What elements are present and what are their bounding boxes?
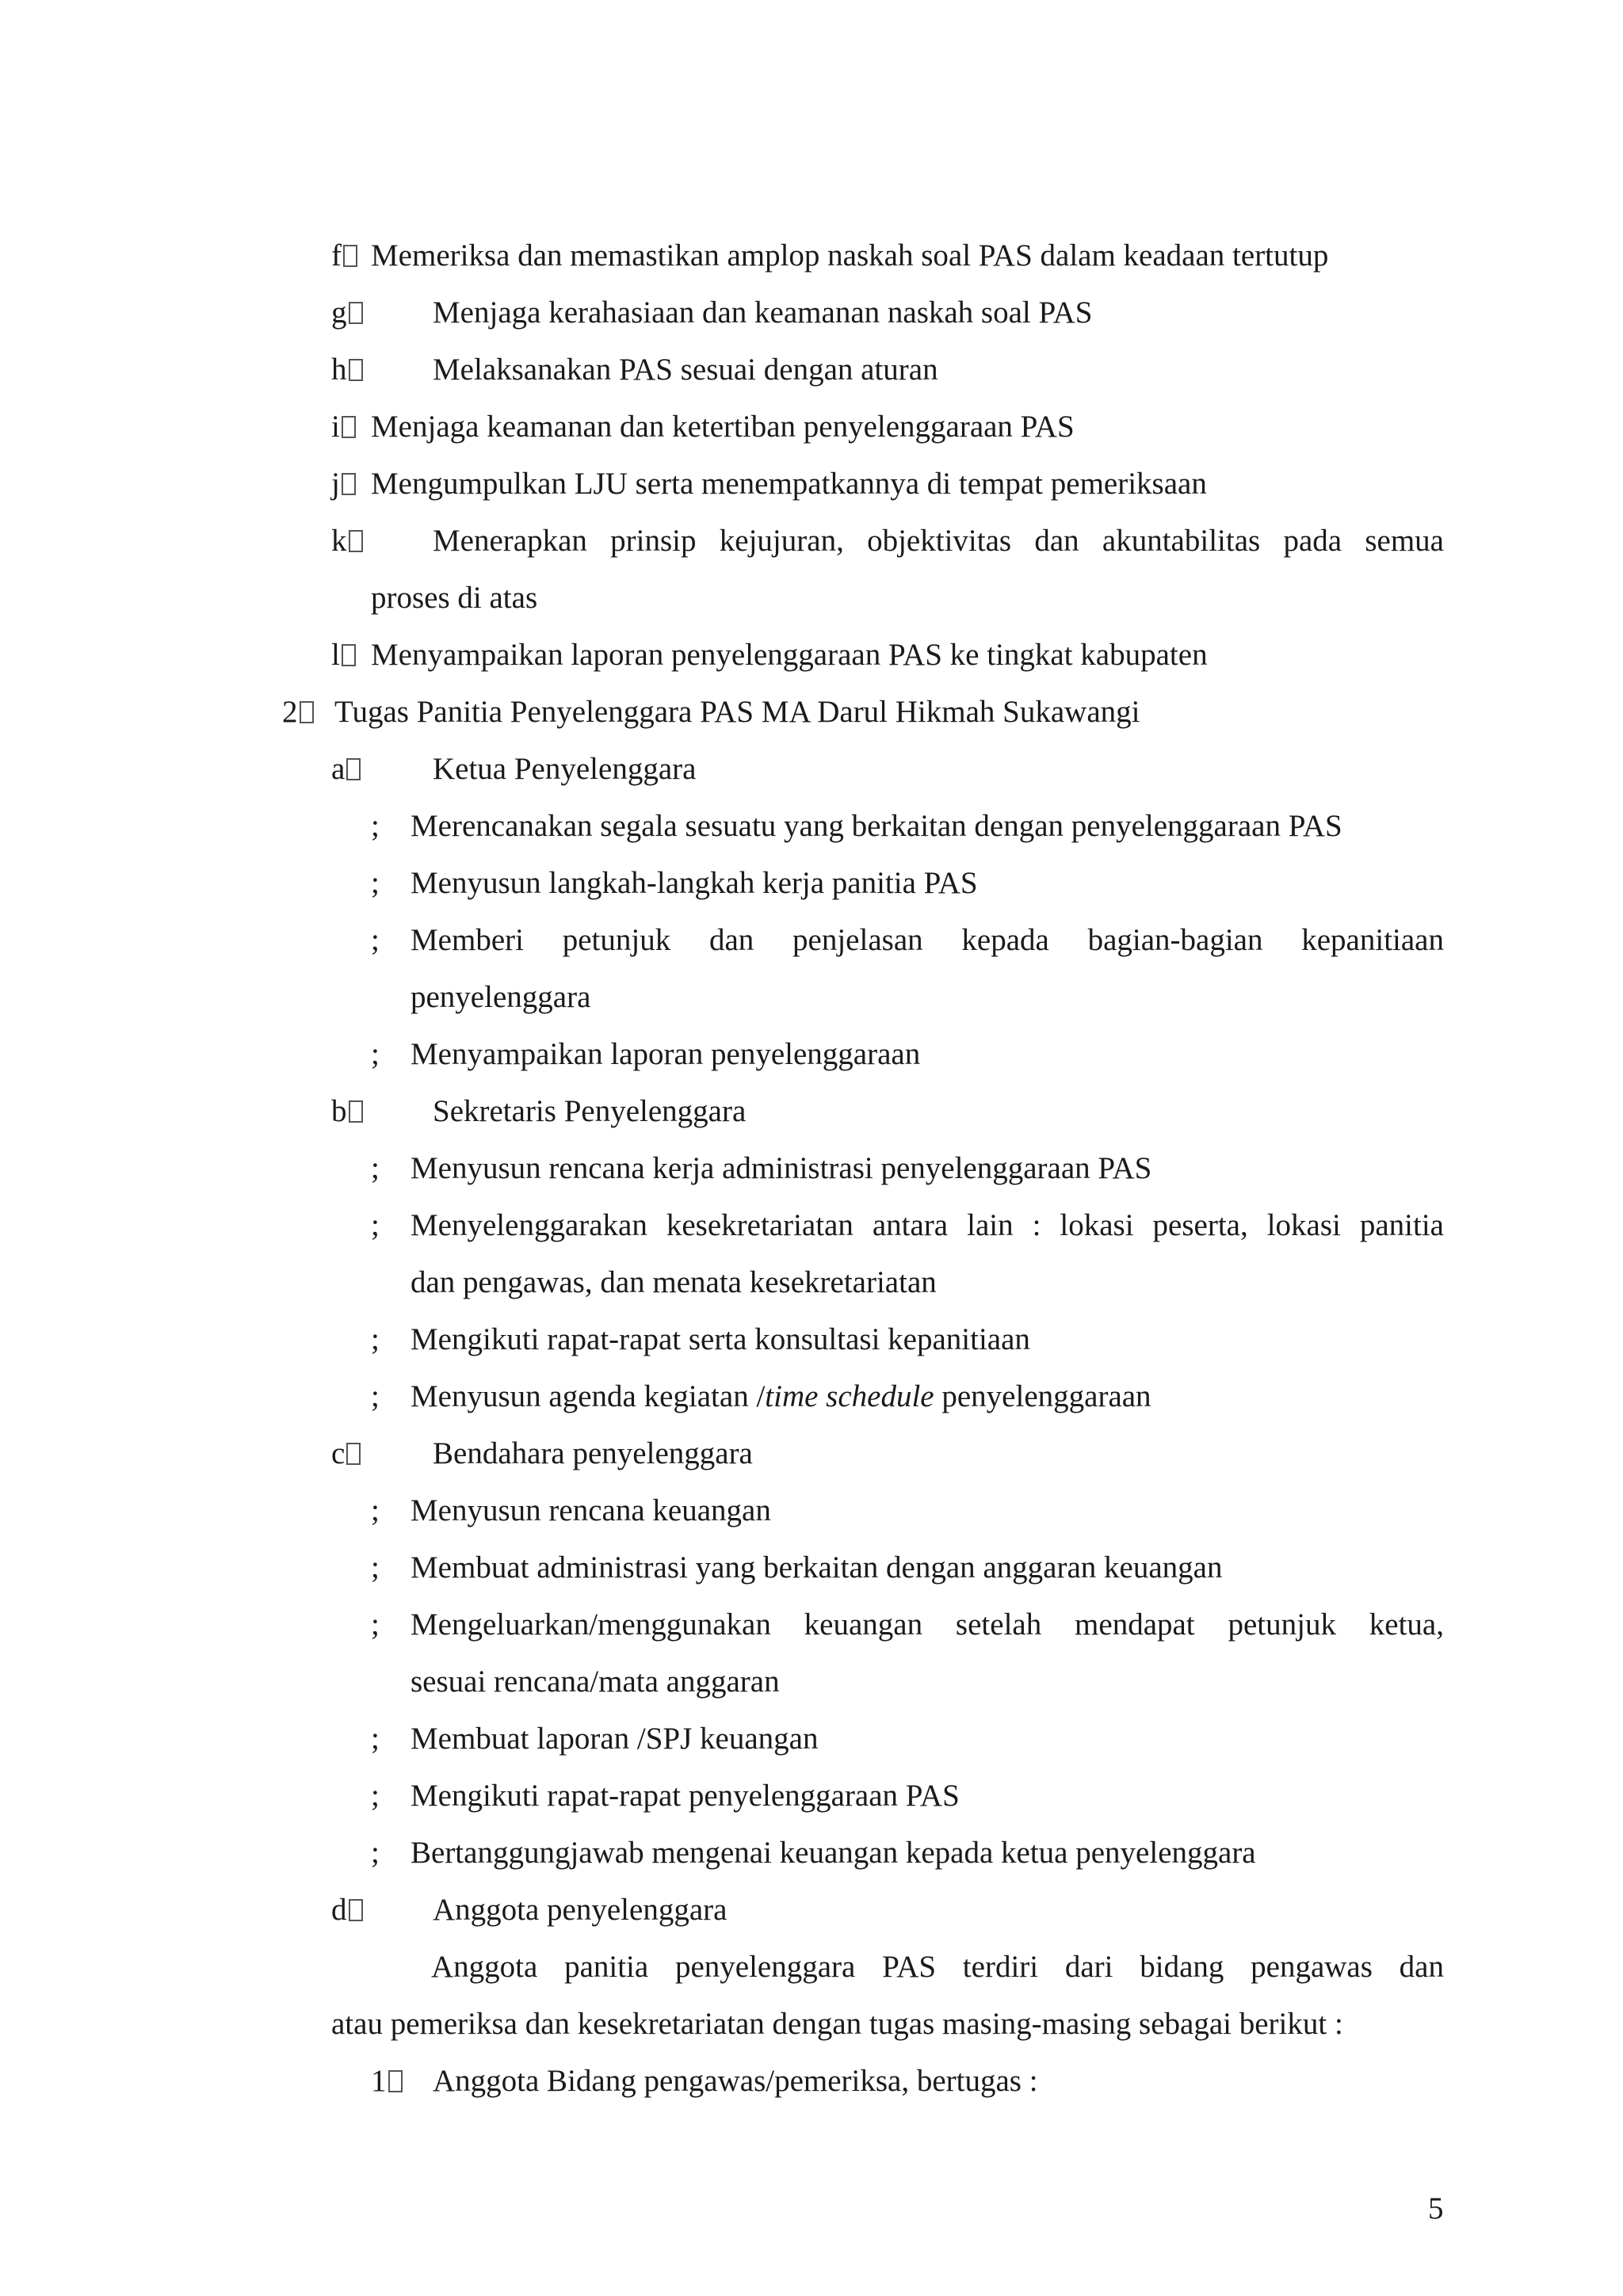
bullet-text-b1: Menyusun rencana kerja administrasi penyelenggaraan PAS [411,1151,1152,1185]
item-text-l: Menyampaikan laporan penyelenggaraan PAS ke tingkat kabupaten [371,638,1208,672]
item-text-j: Mengumpulkan LJU serta menempatkannya di tempat pemeriksaan [371,467,1207,501]
bullet-text-c5: Mengikuti rapat-rapat penyelenggaraan PAS [411,1779,960,1813]
bullet-marker: ; [371,1037,380,1071]
bullet-text-a1: Merencanakan segala sesuatu yang berkaitan dengan penyelenggaraan PAS [411,809,1342,843]
item-marker-j: j [331,468,356,499]
bullet-text-c3-continuation: sesuai rencana/mata anggaran [411,1665,780,1699]
bullet-text-a4: Menyampaikan laporan penyelenggaraan [411,1037,921,1071]
bullet-marker: ; [371,1379,380,1413]
bullet-text-b3: Mengikuti rapat-rapat serta konsultasi kepanitiaan [411,1322,1030,1356]
bullet-text-c4: Membuat laporan /SPJ keuangan [411,1722,819,1756]
missing-glyph-box [388,2070,403,2092]
missing-glyph-box [349,1100,363,1123]
bullet-marker: ; [371,866,380,900]
item-text-k: Menerapkan prinsip kejujuran, objektivitas dan akuntabilitas pada semua [433,524,1444,558]
bullet-text-b2: Menyelenggarakan kesekretariatan antara lain : lokasi peserta, lokasi panitia [411,1208,1444,1242]
item-marker-a: a [331,753,361,784]
bullet-marker: ; [371,1493,380,1527]
missing-glyph-box [342,644,356,666]
item-text-b: Sekretaris Penyelenggara [433,1094,747,1128]
item-text-i: Menjaga keamanan dan ketertiban penyelenggaraan PAS [371,410,1075,444]
bullet-marker: ; [371,1836,380,1870]
bullet-text-a3-continuation: penyelenggara [411,980,591,1014]
bullet-marker: ; [371,1608,380,1642]
item-marker-d: d [331,1894,363,1925]
item-marker-g: g [331,297,363,328]
item-text-a: Ketua Penyelenggara [433,752,697,786]
missing-glyph-box [349,302,363,324]
bullet-marker: ; [371,1322,380,1356]
bullet-marker: ; [371,1550,380,1585]
item-marker-l: l [331,639,356,670]
bullet-text-a2: Menyusun langkah-langkah kerja panitia PAS [411,866,978,900]
item-marker-h: h [331,354,363,385]
paragraph-anggota-line1: Anggota panitia penyelenggara PAS terdiri dari bidang pengawas dan [431,1950,1444,1984]
item-text-k-continuation: proses di atas [371,581,538,615]
missing-glyph-box [343,245,357,267]
bullet-marker: ; [371,809,380,843]
missing-glyph-box [349,359,363,381]
page-number: 5 [1428,2191,1444,2225]
item-text-c: Bendahara penyelenggara [433,1436,753,1470]
bullet-text-c1: Menyusun rencana keuangan [411,1493,771,1527]
bullet-marker: ; [371,923,380,957]
missing-glyph-box [349,530,363,552]
missing-glyph-box [346,1443,361,1465]
missing-glyph-box [342,473,356,495]
item-text-g: Menjaga kerahasiaan dan keamanan naskah soal PAS [433,296,1093,330]
item-text-d: Anggota penyelenggara [433,1893,727,1927]
bullet-text-a3: Memberi petunjuk dan penjelasan kepada bagian-bagian kepanitiaan [411,923,1444,957]
bullet-marker: ; [371,1208,380,1242]
bullet-text-b2-continuation: dan pengawas, dan menata kesekretariatan [411,1265,937,1299]
bullet-text-b4: Menyusun agenda kegiatan /time schedule penyelenggaraan [411,1379,1151,1413]
item-marker-c: c [331,1438,361,1469]
subitem-text-1: Anggota Bidang pengawas/pemeriksa, bertugas : [433,2064,1038,2098]
missing-glyph-box [342,416,356,438]
bullet-marker: ; [371,1722,380,1756]
item-marker-b: b [331,1096,363,1127]
missing-glyph-box [346,758,361,780]
paragraph-anggota-line2: atau pemeriksa dan kesekretariatan dengan tugas masing-masing sebagai berikut : [331,2007,1343,2041]
missing-glyph-box [300,701,314,723]
item-text-f: Memeriksa dan memastikan amplop naskah soal PAS dalam keadaan tertutup [371,238,1329,273]
missing-glyph-box [349,1899,363,1921]
item-text-h: Melaksanakan PAS sesuai dengan aturan [433,353,938,387]
bullet-marker: ; [371,1779,380,1813]
item-marker-k: k [331,525,363,556]
bullet-marker: ; [371,1151,380,1185]
section-heading-2: Tugas Panitia Penyelenggara PAS MA Darul Hikmah Sukawangi [334,695,1140,729]
bullet-text-c3: Mengeluarkan/menggunakan keuangan setelah mendapat petunjuk ketua, [411,1608,1444,1642]
item-marker-i: i [331,411,356,442]
subitem-marker-1: 1 [371,2065,403,2096]
bullet-text-c6: Bertanggungjawab mengenai keuangan kepada ketua penyelenggara [411,1836,1256,1870]
item-marker-f: f [331,240,357,271]
bullet-text-c2: Membuat administrasi yang berkaitan dengan anggaran keuangan [411,1550,1223,1585]
section-marker-2: 2 [282,696,314,727]
